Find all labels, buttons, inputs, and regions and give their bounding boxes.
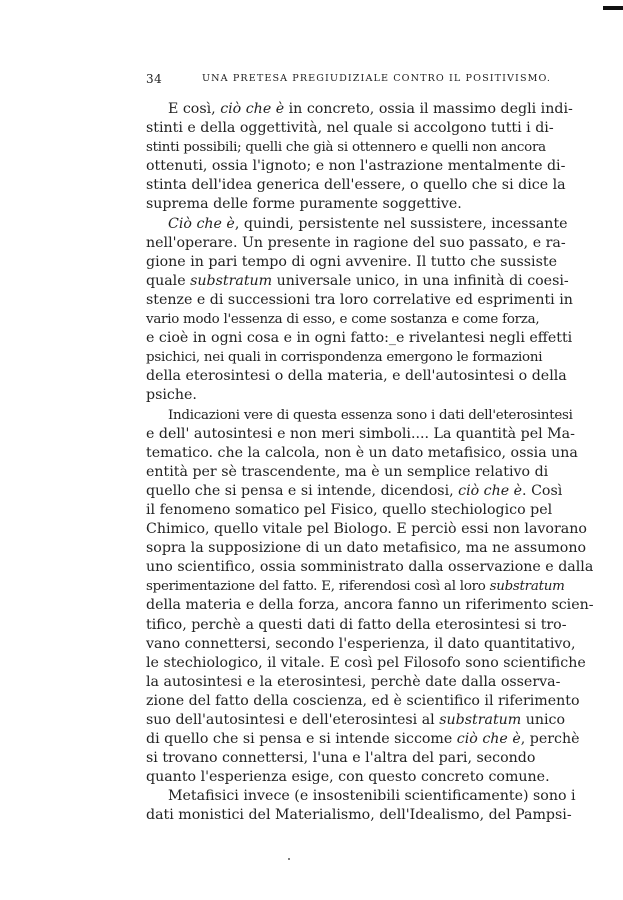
text-line: tematico. che la calcola, non è un dato metafisico, ossia una xyxy=(146,444,578,461)
text-line: Metafisici invece (e insostenibili scientificamente) sono i xyxy=(168,788,576,805)
text-line: sopra la supposizione di un dato metafisico, ma ne assumono xyxy=(146,540,586,557)
text-line: zione del fatto della coscienza, ed è scientifico il riferimento xyxy=(146,692,580,709)
text-line: Indicazioni vere di questa essenza sono i dati dell'eterosintesi xyxy=(168,407,573,423)
text-line: quanto l'esperienza esige, con questo concreto comune. xyxy=(146,769,550,786)
text-line: tifico, perchè a questi dati di fatto della eterosintesi si tro- xyxy=(146,616,567,633)
text-line: vano connettersi, secondo l'esperienza, il dato quantitativo, xyxy=(146,635,576,652)
page-header xyxy=(146,72,552,90)
text-line: il fenomeno somatico pel Fisico, quello stechiologico pel xyxy=(146,501,553,518)
text-line: uno scientifico, ossia somministrato dalla osservazione e dalla xyxy=(146,559,594,576)
text-line: psiche. xyxy=(146,387,197,404)
text-line: nell'operare. Un presente in ragione del suo passato, e ra- xyxy=(146,234,566,251)
text-line: stinti possibili; quelli che già si ottennero e quelli non ancora xyxy=(146,140,546,156)
text-line: Ciò che è, quindi, persistente nel sussistere, incessante xyxy=(168,215,568,232)
text-line: suo dell'autosintesi e dell'eterosintesi al substratum unico xyxy=(146,712,566,728)
text-line: quale substratum universale unico, in una infinità di coesi- xyxy=(146,272,569,289)
text-line: gione in pari tempo di ogni avvenire. Il tutto che sussiste xyxy=(146,253,557,270)
page-number: 34 xyxy=(146,72,163,86)
text-line: stinta dell'idea generica dell'essere, o quello che si dice la xyxy=(146,177,566,194)
text-line: E così, ciò che è in concreto, ossia il massimo degli indi- xyxy=(168,101,573,117)
italic-term: substratum xyxy=(439,712,522,728)
text-line: della materia e della forza, ancora fanno un riferimento scien- xyxy=(146,597,594,614)
italic-term: ciò che è xyxy=(220,101,285,117)
text-line: sperimentazione del fatto. E, riferendosi così al loro substratum xyxy=(146,579,565,595)
text-line: e cioè in ogni cosa e in ogni fatto:_e rivelantesi negli effetti xyxy=(146,330,573,347)
text-line: si trovano connettersi, l'una e l'altra del pari, secondo xyxy=(146,750,536,767)
italic-term: substratum xyxy=(190,272,273,289)
text-line: le stechiologico, il vitale. E così pel Filosofo sono scientifiche xyxy=(146,654,586,671)
text-line: la autosintesi e la eterosintesi, perchè date dalla osserva- xyxy=(146,673,561,690)
text-line: stenze e di successioni tra loro correlative ed esprimenti in xyxy=(146,291,573,308)
text-line: vario modo l'essenza di esso, e come sostanza e come forza, xyxy=(146,312,540,328)
italic-term: ciò che è xyxy=(456,731,521,748)
body-text xyxy=(146,100,594,826)
text-line: entità per sè trascendente, ma è un semplice relativo di xyxy=(146,463,549,480)
text-line: ottenuti, ossia l'ignoto; e non l'astrazione mentalmente di- xyxy=(146,158,566,175)
italic-term: substratum xyxy=(489,579,565,595)
text-line: dati monistici del Materialismo, dell'Idealismo, del Pampsi- xyxy=(146,807,572,824)
text-line: e dell' autosintesi e non meri simboli.... La quantità pel Ma- xyxy=(146,425,575,442)
text-line: Chimico, quello vitale pel Biologo. E perciò essi non lavorano xyxy=(146,521,587,538)
italic-term: Ciò che è xyxy=(168,215,235,232)
text-line: suprema delle forme puramente soggettive. xyxy=(146,196,462,213)
text-line: di quello che si pensa e si intende siccome ciò che è, perchè xyxy=(146,731,580,748)
text-line: della eterosintesi o della materia, e dell'autosintesi o della xyxy=(146,368,567,385)
text-line: psichici, nei quali in corrispondenza emergono le formazioni xyxy=(146,350,543,366)
scan-edge-mark xyxy=(603,6,623,10)
italic-term: ciò che è xyxy=(458,482,523,499)
paper-speck xyxy=(288,858,290,860)
text-line: stinti e della oggettività, nel quale si accolgono tutti i di- xyxy=(146,120,554,137)
text-line: quello che si pensa e si intende, dicendosi, ciò che è. Così xyxy=(146,482,563,499)
running-title: UNA PRETESA PREGIUDIZIALE CONTRO IL POSITIVISMO. xyxy=(202,73,552,84)
